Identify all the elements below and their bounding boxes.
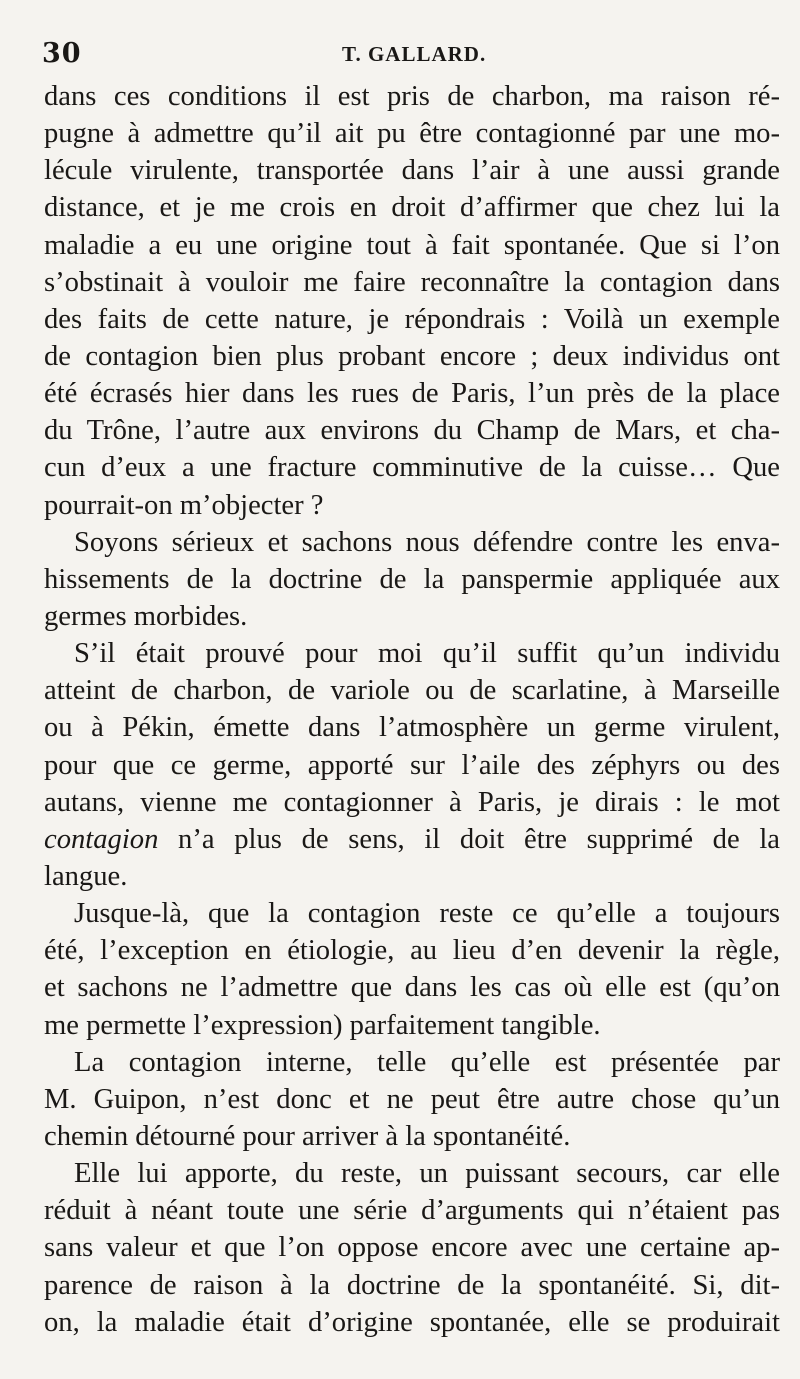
text-line: hissements de la doctrine de la panspermie appliquée aux (44, 563, 780, 595)
text-line: pour que ce germe, apporté sur l’aile des zéphyrs ou des (44, 749, 780, 781)
text-line: et sachons ne l’admettre que dans les cas où elle est (qu’on (44, 972, 780, 1004)
text-line: pugne à admettre qu’il ait pu être contagionné par une mo- (44, 118, 780, 150)
running-head: T. GALLARD. (342, 42, 487, 66)
text-line: du Trône, l’autre aux environs du Champ de Mars, et cha- (44, 415, 780, 447)
text-line: Soyons sérieux et sachons nous défendre contre les enva- (74, 526, 780, 558)
text-line: M. Guipon, n’est donc et ne peut être autre chose qu’un (44, 1083, 780, 1115)
text-line: Jusque-là, que la contagion reste ce qu’elle a toujours (74, 898, 780, 930)
text-line: autans, vienne me contagionner à Paris, je dirais : le mot (44, 786, 780, 818)
text-line: me permette l’expression) parfaitement tangible. (44, 1009, 601, 1041)
text-line: on, la maladie était d’origine spontanée, elle se produirait (44, 1306, 780, 1338)
text-line: maladie a eu une origine tout à fait spontanée. Que si l’on (44, 229, 780, 261)
text-line: ou à Pékin, émette dans l’atmosphère un germe virulent, (44, 712, 780, 744)
text-line: été, l’exception en étiologie, au lieu d’en devenir la règle, (44, 935, 780, 967)
text-line: de contagion bien plus probant encore ; deux individus ont (44, 340, 780, 372)
paragraph (44, 895, 780, 1044)
text-line: dans ces conditions il est pris de charbon, ma raison ré- (44, 81, 780, 112)
text-line: S’il était prouvé pour moi qu’il suffit qu’un individu (74, 638, 780, 670)
text-line: des faits de cette nature, je répondrais : Voilà un exemple (44, 303, 780, 335)
page-number: 30 (42, 38, 82, 69)
paragraph (44, 78, 780, 524)
paragraph (44, 524, 780, 635)
text-line (44, 821, 780, 858)
text-line: s’obstinait à vouloir me faire reconnaître la contagion dans (44, 266, 780, 298)
paragraph (44, 1155, 780, 1341)
paragraph (44, 635, 780, 895)
text-line: été écrasés hier dans les rues de Paris, l’un près de la place (44, 378, 780, 410)
italic-word: contagion (44, 823, 159, 855)
text-line: pourrait-on m’objecter ? (44, 489, 324, 521)
text-line: germes morbides. (44, 600, 248, 632)
text-line: distance, et je me crois en droit d’affirmer que chez lui la (44, 192, 780, 224)
paragraph (44, 1044, 780, 1155)
text-line: parence de raison à la doctrine de la spontanéité. Si, dit- (44, 1269, 780, 1301)
body-text (44, 78, 780, 1341)
text-line: réduit à néant toute une série d’arguments qui n’étaient pas (44, 1195, 780, 1227)
page-header (42, 38, 780, 78)
text-line: La contagion interne, telle qu’elle est présentée par (74, 1046, 780, 1078)
text-line: sans valeur et que l’on oppose encore avec une certaine ap- (44, 1232, 780, 1264)
text-line: chemin détourné pour arriver à la spontanéité. (44, 1120, 571, 1152)
text-line: atteint de charbon, de variole ou de scarlatine, à Marseille (44, 675, 780, 707)
text-line: lécule virulente, transportée dans l’air à une aussi grande (44, 155, 780, 187)
text-fragment: n’a plus de sens, il doit être supprimé de la (158, 823, 780, 855)
text-line: Elle lui apporte, du reste, un puissant secours, car elle (74, 1158, 780, 1190)
text-line: cun d’eux a une fracture comminutive de la cuisse… Que (44, 452, 780, 484)
text-line: langue. (44, 860, 128, 892)
